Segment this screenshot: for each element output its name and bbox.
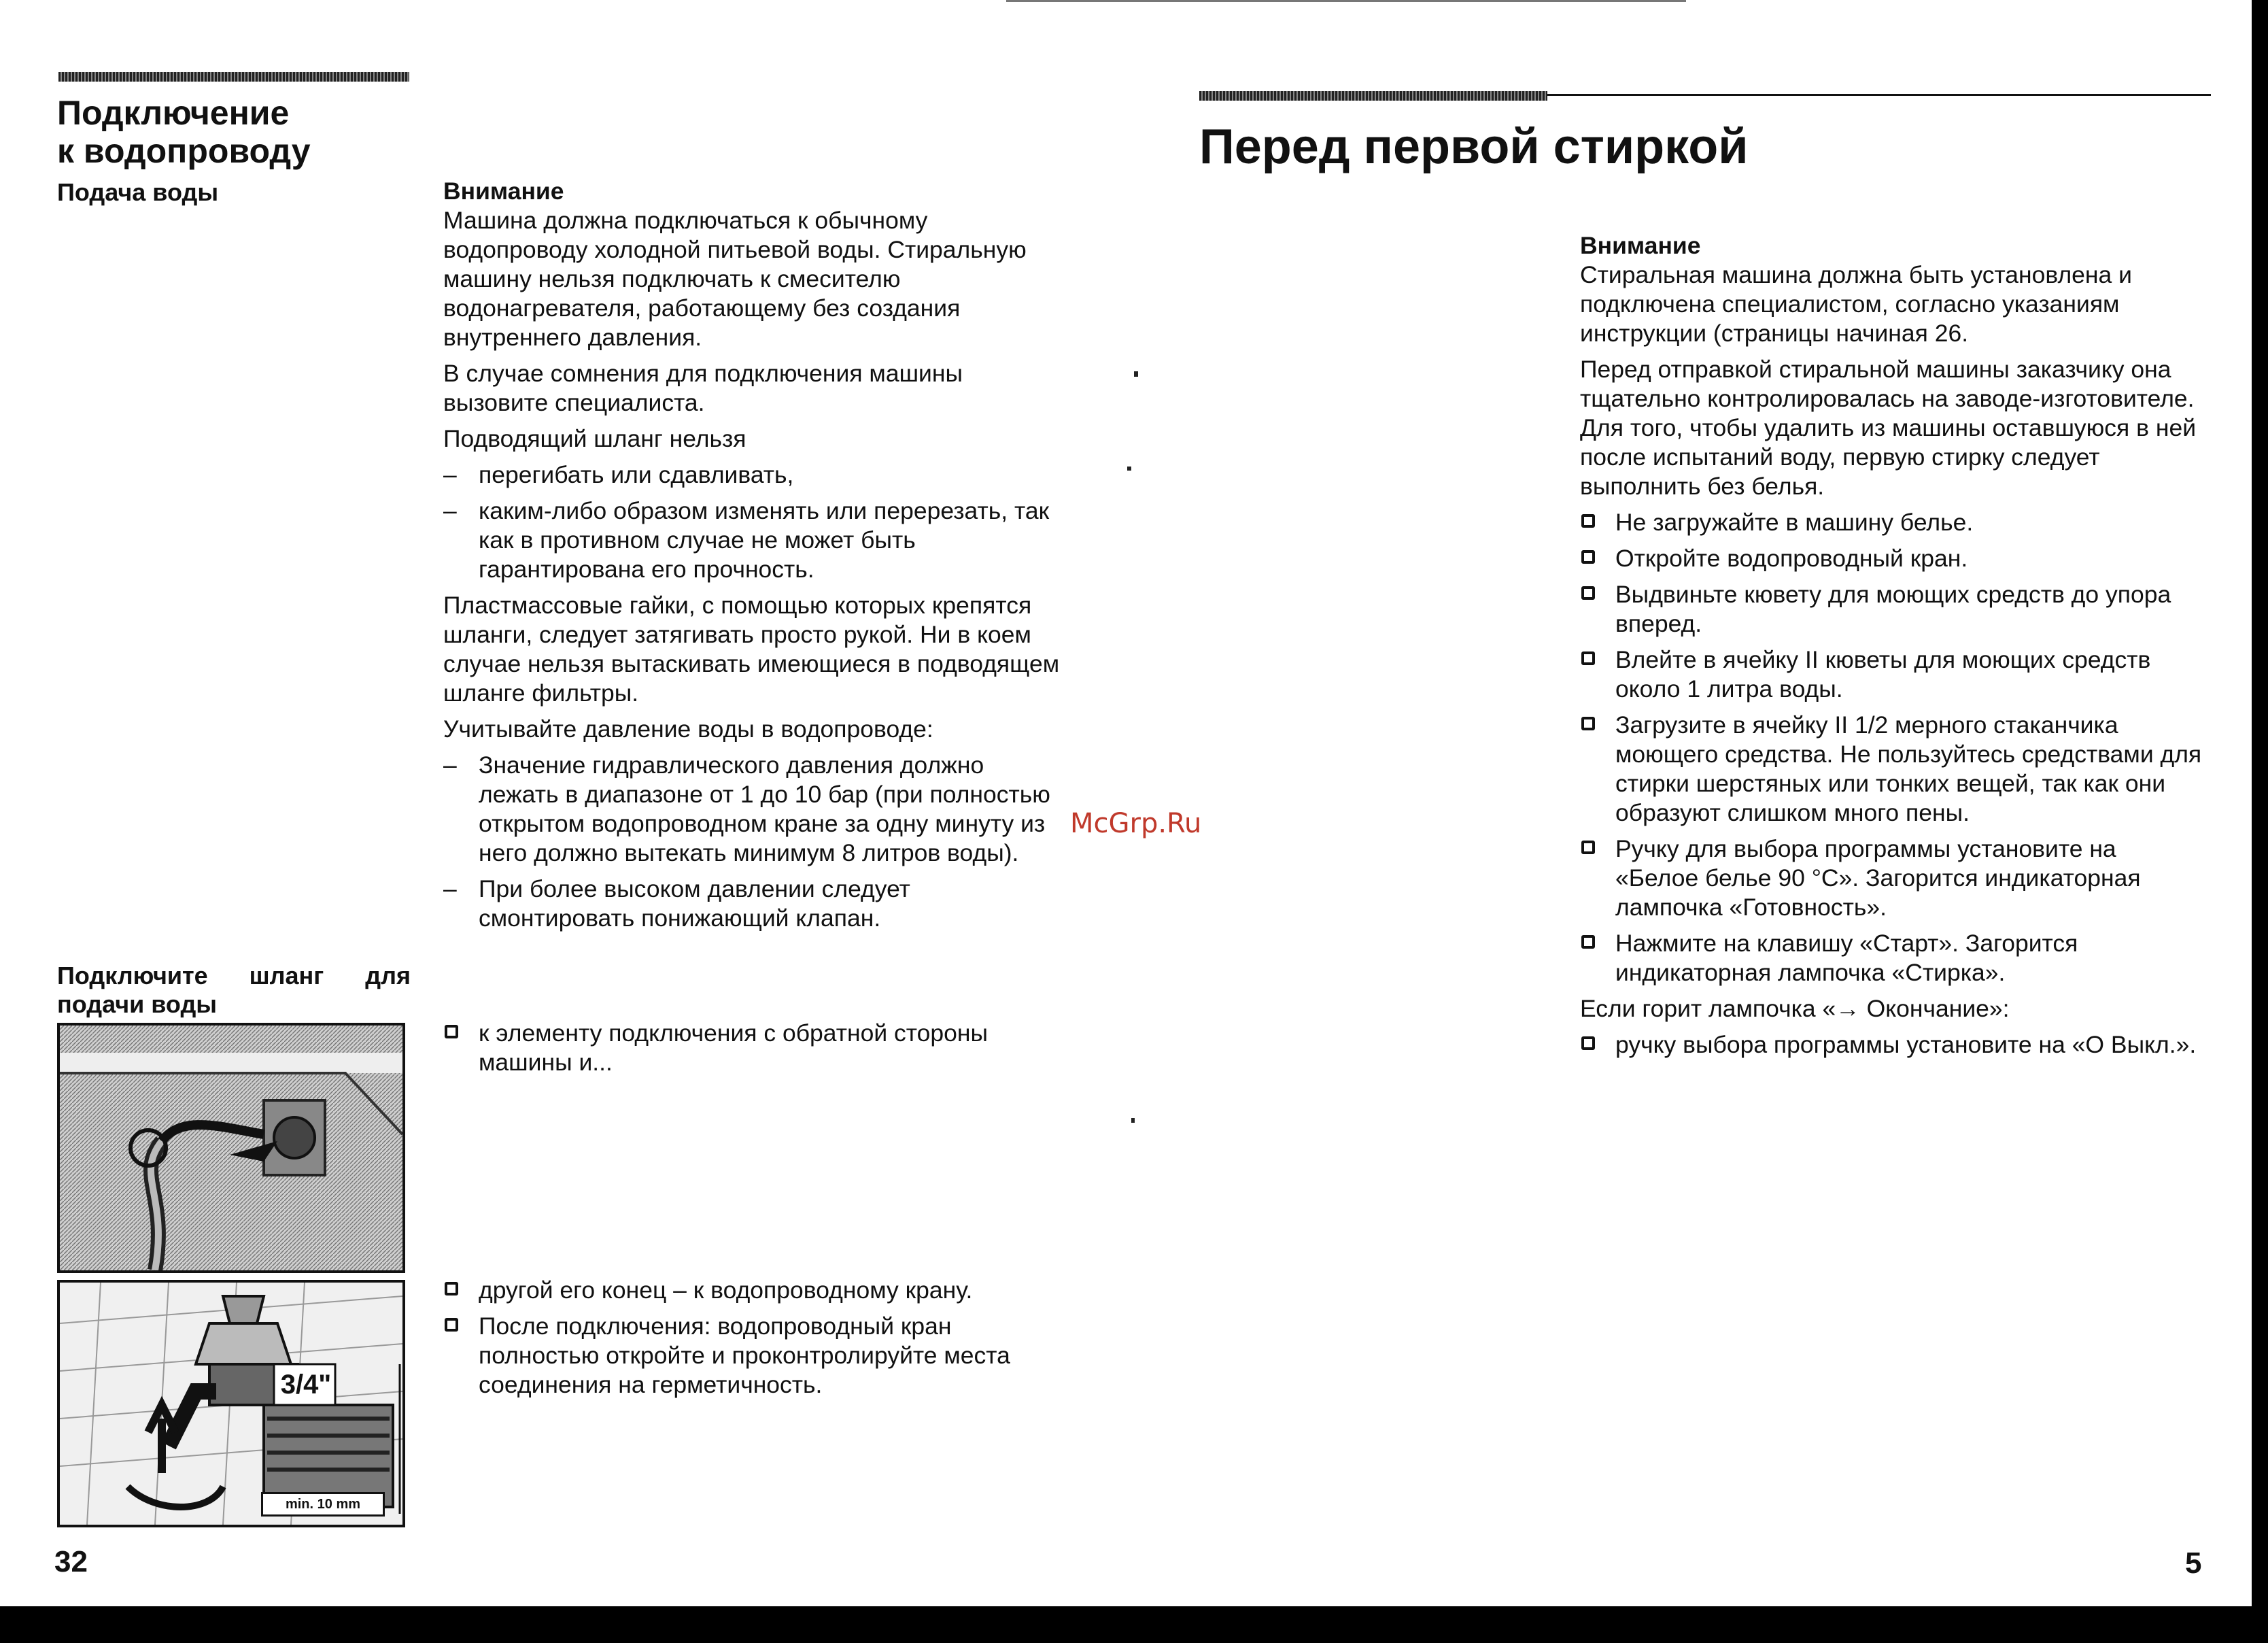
checkbox-icon bbox=[1581, 1036, 1595, 1050]
checkbox-icon bbox=[1581, 717, 1595, 730]
right-paragraph-1: Стиральная машина должна быть установлена и подключена специалистом, согласно указаниям инструкции (страницы начиная 26. bbox=[1580, 261, 2132, 347]
dash-marker: – bbox=[443, 461, 457, 488]
checklist-item-text: к элементу подключения с обратной стороны машины и... bbox=[479, 1019, 989, 1076]
right-header-rule bbox=[1547, 94, 2211, 96]
checklist-item-text: ручку выбора программы установите на «О Выкл.». bbox=[1615, 1031, 2197, 1058]
figure-hose-connection bbox=[57, 1023, 405, 1273]
checkbox-icon bbox=[1581, 935, 1595, 949]
thread-size-label: 3/4" bbox=[280, 1370, 332, 1400]
checklist-item-text: Нажмите на клавишу «Старт». Загорится индикаторная лампочка «Стирка». bbox=[1615, 930, 2078, 986]
checkbox-icon bbox=[1581, 550, 1595, 564]
checkbox-icon bbox=[445, 1025, 458, 1038]
hose-connection-illustration bbox=[60, 1026, 402, 1270]
scan-bottom-band bbox=[0, 1606, 2268, 1643]
left-paragraph-4: Пластмассовые гайки, с помощью которых крепятся шланги, следует затягивать просто рукой. Ни в коем случае нельзя вытаскивать имеющиеся в подводящем шланге фильтры. bbox=[443, 592, 1060, 707]
tap-connection-illustration bbox=[60, 1283, 402, 1525]
left-paragraph-1: Машина должна подключаться к обычному водопроводу холодной питьевой воды. Стиральную машину нельзя подключать к смесителю водонагревателя, работающему без создания внутреннего давления. bbox=[443, 207, 1027, 351]
gutter-speck bbox=[1131, 1118, 1135, 1123]
checklist-item bbox=[1580, 508, 2205, 537]
checklist-item bbox=[1580, 645, 2205, 704]
checklist-item bbox=[443, 1312, 1076, 1400]
left-steps-column-1 bbox=[443, 1019, 1076, 1084]
dash-marker: – bbox=[443, 751, 457, 779]
checklist-item bbox=[1580, 834, 2205, 922]
watermark: McGrp.Ru bbox=[1070, 808, 1202, 839]
dash-marker: – bbox=[443, 497, 457, 524]
checklist-item bbox=[1580, 544, 2205, 573]
figure-tap-connection bbox=[57, 1280, 405, 1527]
right-page-number: 5 bbox=[2185, 1546, 2202, 1580]
dash-item-text: каким-либо образом изменять или перерезать, так как в противном случае не может быть гарантирована его прочность. bbox=[479, 497, 1050, 583]
checklist-item-text: другой его конец – к водопроводному крану. bbox=[479, 1276, 973, 1304]
checklist-item bbox=[1580, 929, 2205, 987]
checklist-item bbox=[1580, 711, 2205, 828]
checkbox-icon bbox=[1581, 586, 1595, 600]
left-page-number: 32 bbox=[54, 1545, 88, 1578]
dash-item bbox=[443, 751, 1069, 868]
left-subtitle: Подача воды bbox=[57, 178, 219, 206]
right-paragraph-3: Если горит лампочка «→ Окончание»: bbox=[1580, 995, 2010, 1022]
dash-item bbox=[443, 496, 1069, 584]
checklist-item-text: После подключения: водопроводный кран полностью откройте и проконтролируйте места соединения на герметичность. bbox=[479, 1312, 1010, 1398]
checklist-item-text: Откройте водопроводный кран. bbox=[1615, 545, 1968, 572]
left-title-line2: к водопроводу bbox=[57, 132, 311, 170]
right-title: Перед первой стиркой bbox=[1199, 120, 1749, 174]
dash-item-text: перегибать или сдавливать, bbox=[479, 461, 794, 488]
dash-item-text: Значение гидравлического давления должно лежать в диапазоне от 1 до 10 бар (при полностью открытом водопроводном кране за одну минуту из него должно вытекать минимум 8 литров воды). bbox=[479, 751, 1050, 866]
scan-right-edge bbox=[2252, 0, 2268, 1643]
left-paragraph-3: Подводящий шланг нельзя bbox=[443, 425, 746, 452]
left-steps-column-2 bbox=[443, 1276, 1076, 1406]
left-paragraph-5: Учитывайте давление воды в водопроводе: bbox=[443, 715, 933, 743]
left-paragraph-2: В случае сомнения для подключения машины вызовите специалиста. bbox=[443, 360, 963, 416]
left-title-line1: Подключение bbox=[57, 94, 290, 132]
gutter-speck bbox=[1134, 371, 1138, 377]
checkbox-icon bbox=[1581, 841, 1595, 854]
checkbox-icon bbox=[1581, 651, 1595, 665]
left-main-column bbox=[443, 177, 1069, 940]
dash-item bbox=[443, 875, 1069, 933]
checklist-item-text: Влейте в ячейку II кюветы для моющих средств около 1 литра воды. bbox=[1615, 646, 2151, 702]
left-title bbox=[57, 94, 438, 170]
checklist-item bbox=[443, 1276, 1076, 1305]
left-subtitle-connect-hose: Подключите шланг для подачи воды bbox=[57, 962, 411, 1018]
right-attention-heading: Внимание bbox=[1580, 232, 1701, 259]
left-attention-heading: Внимание bbox=[443, 177, 564, 205]
right-header-bar bbox=[1199, 91, 1547, 101]
min-distance-label: min. 10 mm bbox=[261, 1492, 385, 1517]
checklist-item bbox=[1580, 580, 2205, 639]
right-paragraph-2: Перед отправкой стиральной машины заказчику она тщательно контролировалась на заводе-изготовителе. Для того, чтобы удалить из машины оставшуюся в ней после испытаний воду, первую стирку следует выполнить без белья. bbox=[1580, 356, 2197, 500]
right-main-column bbox=[1580, 231, 2205, 1066]
dash-marker: – bbox=[443, 875, 457, 902]
checkbox-icon bbox=[445, 1282, 458, 1295]
dash-item bbox=[443, 460, 1069, 490]
dash-item-text: При более высоком давлении следует смонтировать понижающий клапан. bbox=[479, 875, 910, 932]
checkbox-icon bbox=[445, 1318, 458, 1332]
top-rule bbox=[1006, 0, 1686, 2]
checklist-item-text: Загрузите в ячейку II 1/2 мерного стаканчика моющего средства. Не пользуйтесь средствами для стирки шерстяных или тонких вещей, так как они образуют слишком много пены. bbox=[1615, 711, 2202, 826]
checklist-item-text: Не загружайте в машину белье. bbox=[1615, 509, 1974, 536]
gutter-speck bbox=[1127, 467, 1131, 471]
checkbox-icon bbox=[1581, 514, 1595, 528]
left-header-bar bbox=[58, 72, 409, 82]
checklist-item-text: Ручку для выбора программы установите на «Белое белье 90 °С». Загорится индикаторная лампочка «Готовность». bbox=[1615, 835, 2141, 921]
checklist-item bbox=[443, 1019, 1076, 1077]
checklist-item bbox=[1580, 1030, 2205, 1060]
checklist-item-text: Выдвиньте кювету для моющих средств до упора вперед. bbox=[1615, 581, 2171, 637]
